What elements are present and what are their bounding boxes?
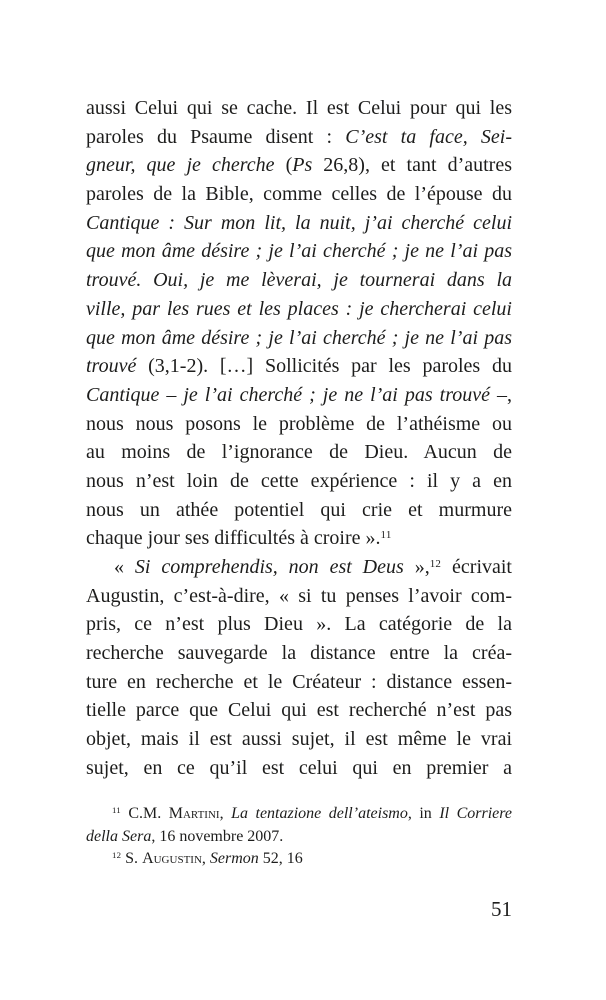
text-segment: nous n’est loin de cette expérience : il y a en	[86, 469, 512, 492]
text-line	[86, 151, 512, 180]
text-line	[86, 180, 512, 209]
text-segment: , 16 novembre 2007.	[151, 827, 284, 845]
text-line	[86, 696, 512, 725]
text-segment: 26,8), et tant d’autres	[312, 154, 512, 177]
text-segment: Si comprehendis, non est Deus	[134, 556, 404, 578]
footnote-marker: 11	[112, 805, 121, 816]
text-line	[86, 826, 512, 849]
text-line	[86, 610, 512, 639]
text-segment: –,	[490, 383, 513, 406]
text-segment: ville, par les rues et les places : je chercherai celui	[86, 297, 512, 320]
text-segment: 52, 16	[258, 850, 303, 867]
text-segment: nous un athée potentiel qui crie et murmure	[86, 498, 512, 521]
text-line	[86, 668, 512, 697]
text-segment: chaque jour ses difficultés à croire ».	[86, 527, 381, 550]
text-segment: Cantique : Sur mon lit, la nuit, j’ai cherché celui	[86, 211, 512, 234]
text-line	[86, 803, 512, 826]
text-segment: sujet, en ce qu’il est celui qui en premier a	[86, 756, 512, 779]
text-segment: gneur, que je cherche	[86, 154, 286, 177]
text-segment: pris, ce n’est plus Dieu ». La catégorie de la	[86, 613, 512, 636]
footnote-marker: 12	[429, 557, 442, 570]
text-line	[86, 553, 512, 582]
text-segment: recherche sauvegarde la distance entre la créa-	[86, 642, 512, 665]
text-line	[86, 237, 512, 266]
text-segment: paroles du Psaume disent :	[86, 125, 346, 148]
text-segment: aussi Celui qui se cache. Il est Celui pour qui les	[86, 97, 512, 119]
text-line	[86, 524, 512, 553]
text-segment: »,	[403, 556, 430, 578]
text-segment: objet, mais il est aussi sujet, il est même le vrai	[86, 728, 512, 751]
text-segment: au moins de l’ignorance de Dieu. Aucun de	[86, 441, 512, 464]
text-line	[86, 324, 512, 353]
text-segment: tielle parce que Celui qui est recherché n’est pas	[86, 699, 512, 722]
text-segment: (	[285, 154, 293, 177]
text-segment: C.M.	[120, 805, 169, 822]
text-line	[86, 639, 512, 668]
text-segment: que mon âme désire ; je l’ai cherché ; je ne l’ai pas	[86, 240, 512, 263]
text-line	[86, 496, 512, 525]
text-line	[86, 209, 512, 238]
text-line	[86, 438, 512, 467]
text-line	[86, 94, 512, 123]
text-segment: Augustin, c’est-à-dire, « si tu penses l’avoir com-	[86, 584, 512, 607]
footnote-marker: 11	[380, 529, 392, 542]
text-segment: La tentazione dell’ateismo	[231, 805, 408, 822]
text-segment: ,	[219, 805, 232, 822]
text-segment: Martini	[168, 805, 220, 822]
text-segment: S.	[121, 850, 143, 867]
text-line	[86, 266, 512, 295]
text-line	[86, 582, 512, 611]
text-segment: Sermon	[209, 850, 259, 867]
text-segment: Il Corriere	[439, 805, 512, 822]
footnotes	[86, 803, 512, 871]
text-segment: , in	[407, 805, 440, 822]
text-segment: paroles de la Bible, comme celles de l’épouse du	[86, 183, 512, 206]
text-segment: que mon âme désire ; je l’ai cherché ; je ne l’ai pas	[86, 326, 512, 349]
text-segment: écrivait	[441, 556, 512, 578]
text-segment: je l’ai cherché ; je ne l’ai pas trouvé	[183, 383, 491, 406]
text-segment: (3,1-2). […] Sollicités par les paroles du	[148, 355, 512, 378]
text-segment: trouvé. Oui, je me lèverai, je tournerai dans la	[86, 269, 512, 292]
text-line	[86, 467, 512, 496]
text-line	[86, 848, 512, 871]
text-segment: ture en recherche et le Créateur : distance essen-	[86, 670, 512, 693]
page-number: 51	[491, 897, 512, 921]
text-line	[86, 352, 512, 381]
text-segment: nous nous posons le problème de l’athéisme ou	[86, 412, 512, 435]
text-line	[86, 410, 512, 439]
footnote-marker: 12	[112, 850, 122, 861]
text-segment: «	[114, 556, 135, 578]
text-line	[86, 381, 512, 410]
text-line	[86, 725, 512, 754]
body-text	[86, 94, 512, 783]
text-segment: –	[159, 383, 184, 406]
text-segment: Cantique	[86, 383, 160, 406]
text-segment: Ps	[292, 154, 313, 177]
text-segment: trouvé	[86, 355, 149, 378]
text-line	[86, 754, 512, 783]
text-segment: Augustin	[142, 850, 202, 867]
text-line	[86, 123, 512, 152]
text-segment: C’est ta face, Sei-	[345, 125, 512, 148]
text-line	[86, 295, 512, 324]
text-segment: della Sera	[86, 827, 152, 845]
text-segment: ,	[201, 850, 210, 867]
